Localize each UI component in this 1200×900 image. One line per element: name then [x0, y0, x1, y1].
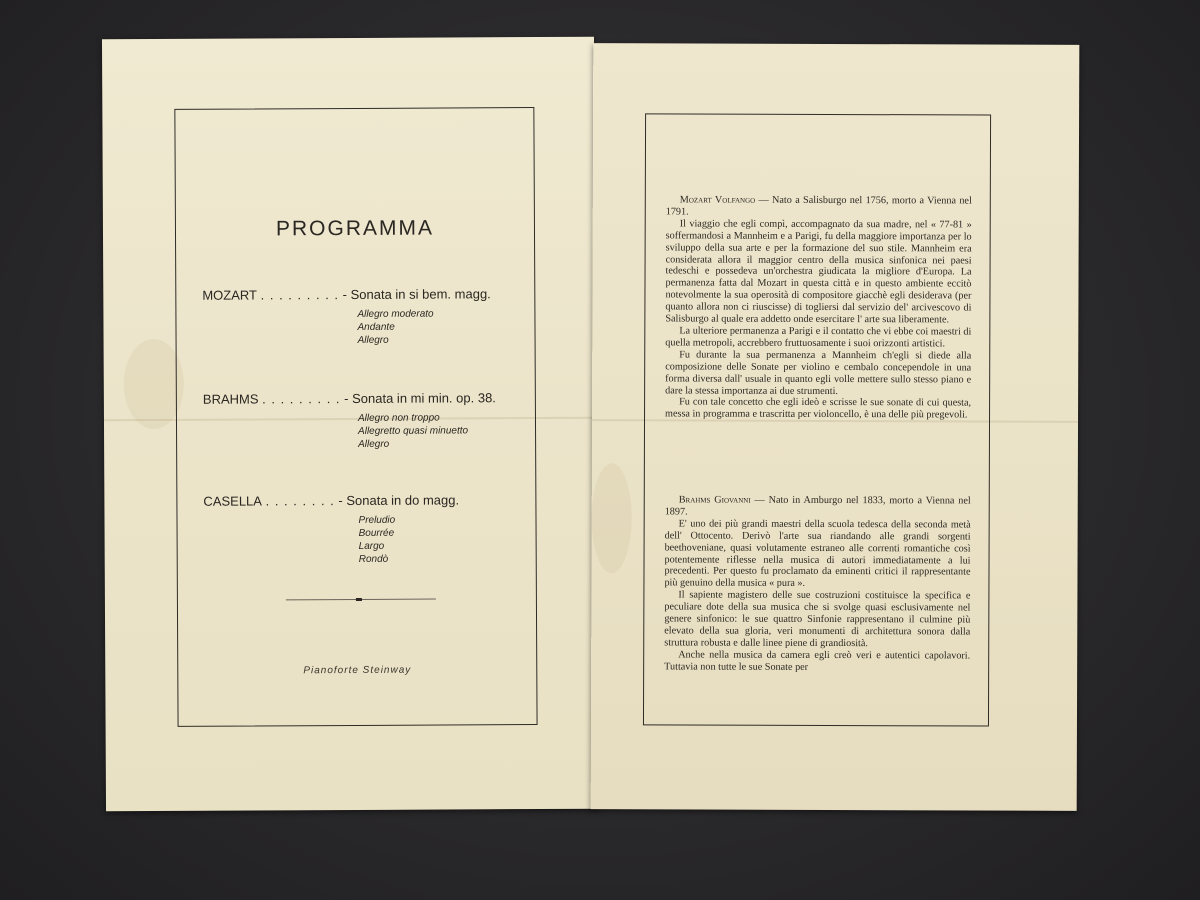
bio-paragraph: Il viaggio che egli compì, accompagnato da sua madre, nel « 77-81 » soffermandosi a Mannheim e a Parigi, fu della maggiore importanza per lo sviluppo della sua arte e per la formazione del suo stile. Mannheim era considerata allora il maggior centro della musica sinfonica nei paesi tedeschi e possedeva un'orchestra giudicata la migliore d'Europa. La permanenza fatta dal Mozart in questa città e in questo ambiente eccitò notevolmente la sua operosità di compositore giacchè egli desiderava (per quanto allora non ci riuscisse) di togliersi dal servizio del' arcivescovo di Salisburgo al quale era addetto onde esercitare l' arte sua liberamente.: [665, 218, 972, 326]
movement: Allegro: [357, 334, 389, 346]
movement: Allegro: [358, 438, 390, 450]
bio-paragraph: Anche nella musica da camera egli creò veri e autentici capolavori. Tuttavia non tutte le sue Sonate per: [664, 649, 971, 673]
movement-list: [357, 307, 532, 347]
movement: Rondò: [358, 553, 389, 565]
composer-name: BRAHMS: [202, 391, 259, 407]
movement: Andante: [357, 321, 395, 333]
bio-dates: — Nato in Amburgo nel 1833, morto a Vienna nel 1897.: [664, 494, 971, 518]
divider-ornament: [356, 598, 362, 601]
movement-list: [358, 411, 533, 451]
movement: Preludio: [358, 514, 396, 526]
composer-name: CASELLA: [203, 493, 262, 509]
work-mozart: [202, 286, 532, 348]
composer-name: MOZART: [202, 287, 258, 303]
bio-paragraph: Fu con tale concetto che egli ideò e scrisse le sue sonate di cui questa, messa in programma e trascritta per violoncello, è una delle più pregevoli.: [665, 396, 972, 421]
piece-title: - Sonata in do magg.: [338, 492, 460, 509]
leader-dots: . . . . . . . . .: [260, 287, 340, 303]
movement: Allegretto quasi minuetto: [358, 425, 469, 437]
leader-dots: . . . . . . . .: [265, 493, 335, 509]
piano-note: Pianoforte Steinway: [303, 664, 412, 677]
movement: Largo: [358, 540, 385, 552]
notes-frame: [643, 113, 991, 726]
program-frame: [174, 107, 537, 727]
bio-paragraph: La ulteriore permanenza a Parigi e il contatto che vi ebbe coi maestri di quella metropoli, accrebbero fruttuosamente i suoi orizzonti artistici.: [665, 325, 972, 350]
composer-heading: Mozart Volfango: [679, 194, 756, 206]
composer-heading: Brahms Giovanni: [678, 494, 751, 506]
paper-stain: [591, 463, 631, 573]
brahms-notes: [664, 494, 971, 674]
program-page: [102, 37, 598, 812]
bio-paragraph: E' uno dei più grandi maestri della scuola tedesca della seconda metà dell' Ottocento. Derivò l'arte sua riandando alle grandi sorgenti beethoveniane, quasi volutamente estraneo alle correnti romantiche così potentemente riflesse nella musica di autori immediatamente a lui precedenti. Per questo fu proclamato da eminenti critici il rappresentante più genuino della musica « pura ».: [664, 518, 971, 590]
movement: Allegro moderato: [357, 308, 434, 320]
bio-paragraph: Il sapiente magistero delle sue costruzioni costituisce la specifica e peculiare dote della sua musica che si svolge quasi esclusivamente nel genere sinfonico: le sue quattro Sinfonie rappresentano il culmine più elevato della sua gloria, veri monumenti di architettura sonora dalla struttura robusta e dalle linee piene di grandiosità.: [664, 589, 971, 649]
notes-page: [591, 43, 1080, 811]
piece-title: - Sonata in si bem. magg.: [342, 286, 491, 303]
mozart-notes: [665, 194, 972, 421]
piece-title: - Sonata in mi min. op. 38.: [344, 390, 496, 407]
movement-list: [358, 513, 533, 566]
program-title: PROGRAMMA: [275, 216, 435, 241]
bio-dates: — Nato a Salisburgo nel 1756, morto a Vienna nel 1791.: [665, 194, 972, 218]
movement: Bourrée: [358, 527, 395, 539]
movement: Allegro non troppo: [357, 412, 440, 424]
work-brahms: [203, 390, 533, 452]
bio-paragraph: Fu durante la sua permanenza a Mannheim ch'egli si diede alla composizione delle Sonate per violino e cembalo concependole in una forma diversa dall' usuale in quanto egli volle mettere sullo stesso piano e dare la stessa importanza ai due strumenti.: [665, 349, 972, 397]
leader-dots: . . . . . . . . .: [262, 391, 341, 407]
work-casella: [203, 492, 533, 567]
